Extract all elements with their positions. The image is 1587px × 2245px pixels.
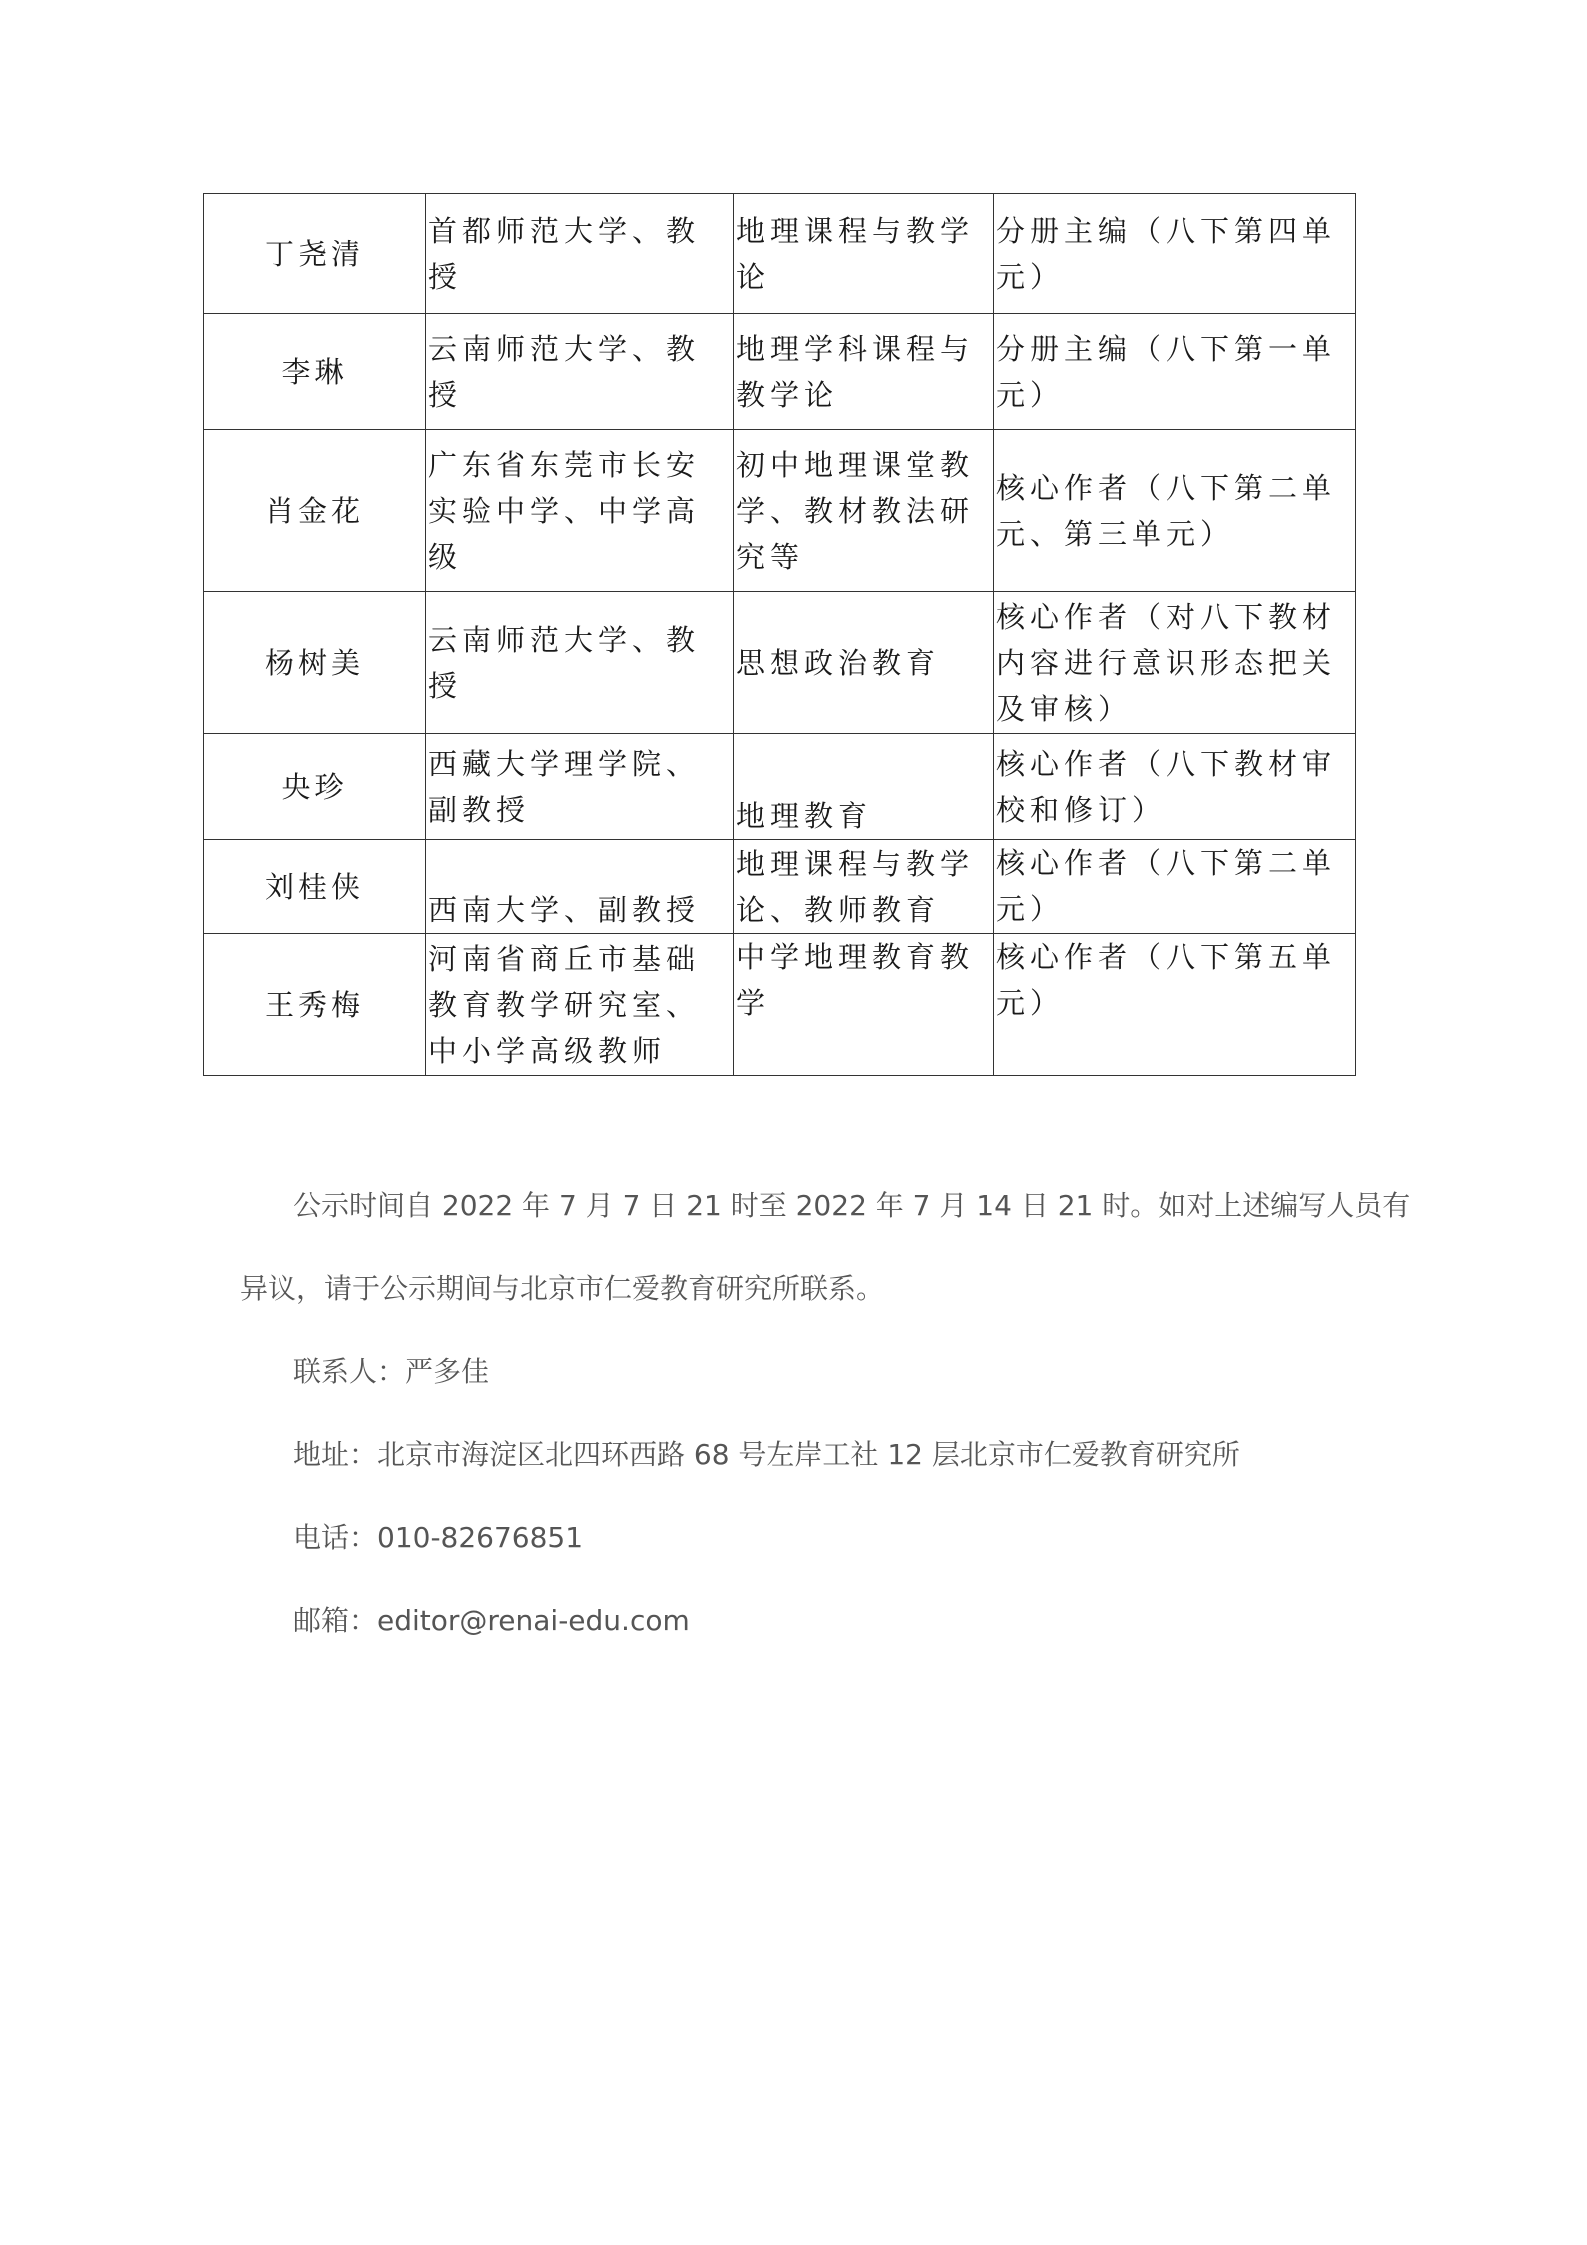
role-cell: 核心作者（八下第五单元） — [994, 934, 1356, 1076]
unit-cell: 西藏大学理学院、副教授 — [426, 734, 734, 840]
name-cell: 刘桂侠 — [204, 840, 426, 934]
unit-cell: 首都师范大学、教授 — [426, 194, 734, 314]
role-cell: 分册主编（八下第四单元） — [994, 194, 1356, 314]
unit-cell: 河南省商丘市基础教育教学研究室、中小学高级教师 — [426, 934, 734, 1076]
field-cell: 地理学科课程与教学论 — [734, 314, 994, 430]
field-cell: 中学地理教育教学 — [734, 934, 994, 1076]
field-cell: 地理课程与教学论 — [734, 194, 994, 314]
table-row — [204, 734, 1356, 840]
field-cell: 地理课程与教学论、教师教育 — [734, 840, 994, 934]
notice-text-line1: 公示时间自 2022 年 7 月 7 日 21 时至 2022 年 7 月 14 日 21 时。如对上述编写人员有 — [293, 1189, 1411, 1222]
contact-person: 联系人：严多佳 — [293, 1355, 490, 1388]
unit-cell: 西南大学、副教授 — [426, 840, 734, 934]
name-cell: 丁尧清 — [204, 194, 426, 314]
notice-text-line2: 异议，请于公示期间与北京市仁爱教育研究所联系。 — [240, 1272, 885, 1305]
role-cell: 核心作者（八下教材审校和修订） — [994, 734, 1356, 840]
unit-cell: 广东省东莞市长安实验中学、中学高级 — [426, 430, 734, 592]
name-cell: 央珍 — [204, 734, 426, 840]
email: 邮箱：editor@renai-edu.com — [293, 1604, 690, 1637]
table-row — [204, 430, 1356, 592]
role-cell: 分册主编（八下第一单元） — [994, 314, 1356, 430]
address: 地址：北京市海淀区北四环西路 68 号左岸工社 12 层北京市仁爱教育研究所 — [293, 1438, 1240, 1471]
role-cell: 核心作者（对八下教材内容进行意识形态把关及审核） — [994, 592, 1356, 734]
name-cell: 杨树美 — [204, 592, 426, 734]
table-row — [204, 840, 1356, 934]
field-cell: 初中地理课堂教学、教材教法研究等 — [734, 430, 994, 592]
name-cell: 王秀梅 — [204, 934, 426, 1076]
table-row — [204, 194, 1356, 314]
field-cell: 地理教育 — [734, 734, 994, 840]
name-cell: 李琳 — [204, 314, 426, 430]
phone: 电话：010-82676851 — [293, 1521, 584, 1554]
table-row — [204, 934, 1356, 1076]
name-cell: 肖金花 — [204, 430, 426, 592]
field-cell: 思想政治教育 — [734, 592, 994, 734]
role-cell: 核心作者（八下第二单元） — [994, 840, 1356, 934]
table-row — [204, 592, 1356, 734]
unit-cell: 云南师范大学、教授 — [426, 592, 734, 734]
unit-cell: 云南师范大学、教授 — [426, 314, 734, 430]
role-cell: 核心作者（八下第二单元、第三单元） — [994, 430, 1356, 592]
staff-table — [203, 193, 1356, 1076]
table-row — [204, 314, 1356, 430]
